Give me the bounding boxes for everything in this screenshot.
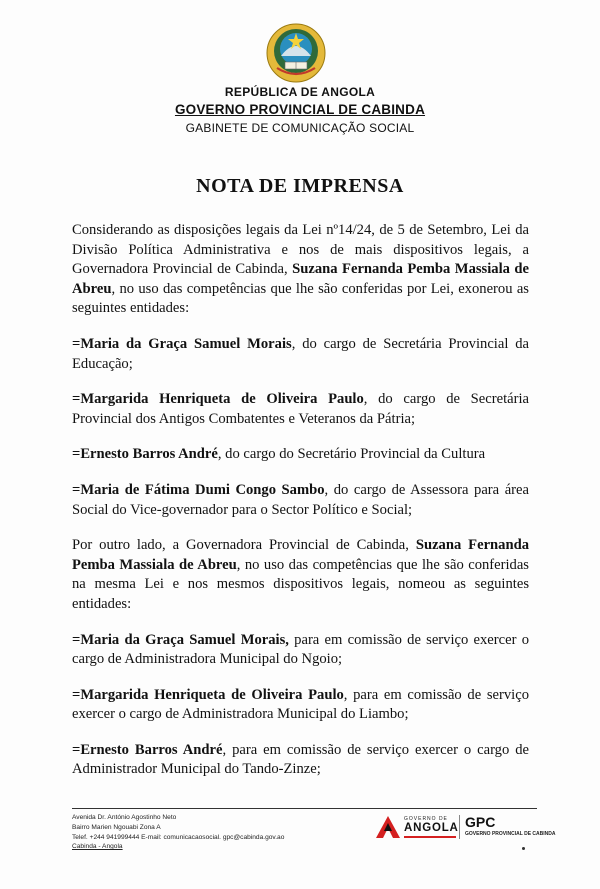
logo-governo-de-text: GOVERNO DE	[404, 816, 448, 822]
governo-de-angola-logo-icon	[375, 815, 401, 839]
document-body	[72, 221, 529, 796]
paragraph-appointment-2: =Margarida Henriqueta de Oliveira Paulo, para em comissão de serviço exercer o cargo de Administradora Municipal do Liambo;	[72, 686, 529, 723]
paragraph-dismissal-1: =Maria da Graça Samuel Morais, do cargo de Secretária Provincial da Educação;	[72, 335, 529, 372]
header-government: GOVERNO PROVINCIAL DE CABINDA	[174, 102, 426, 117]
angola-coat-of-arms-icon	[265, 22, 327, 84]
logo-accent-bar	[404, 836, 456, 838]
footer-address	[72, 813, 284, 852]
header-office: GABINETE DE COMUNICAÇÃO SOCIAL	[185, 121, 415, 135]
header-republic: REPÚBLICA DE ANGOLA	[224, 85, 376, 99]
paragraph-appointment-1: =Maria da Graça Samuel Morais, para em comissão de serviço exercer o cargo de Administradora Municipal do Ngoio;	[72, 631, 529, 668]
paragraph-appointment-intro: Por outro lado, a Governadora Provincial de Cabinda, Suzana Fernanda Pemba Massiala de Abreu, no uso das competências que lhe são conferidas na mesma Lei e nos mesmos dispositivos legais, nomeou as seguintes entidades:	[72, 537, 529, 612]
logo-separator	[459, 815, 460, 839]
paragraph-dismissal-2: =Margarida Henriqueta de Oliveira Paulo, do cargo de Secretária Provincial dos Antigos Combatentes e Veteranos da Pátria;	[72, 391, 529, 427]
paragraph-appointment-3: =Ernesto Barros André, para em comissão de serviço exercer o cargo de Administrador Municipal do Tando-Zinze;	[72, 741, 530, 778]
gpc-subtitle: GOVERNO PROVINCIAL DE CABINDA	[465, 831, 556, 837]
paragraph-intro: Considerando as disposições legais da Lei nº14/24, de 5 de Setembro, Lei da Divisão Política Administrativa e nos de mais dispositivos legais, a Governadora Provincial de Cabinda, Suzana Fernanda Pemba Massiala de Abreu, no uso das competências que lhe são conferidas por Lei, exonerou as seguintes entidades:	[72, 222, 530, 317]
address-city: Cabinda - Angola	[72, 843, 123, 851]
document-title: NOTA DE IMPRENSA	[196, 175, 404, 197]
address-neighborhood: Bairro Marien Ngouabi Zona A	[72, 823, 161, 831]
address-street: Avenida Dr. António Agostinho Neto	[72, 814, 177, 821]
paragraph-dismissal-4: =Maria de Fátima Dumi Congo Sambo, do cargo de Assessora para área Social do Vice-governador para o Sector Político e Social;	[72, 481, 529, 518]
footer-divider	[72, 808, 537, 809]
address-contact: Telef. +244 941999444 E-mail: comunicacaosocial. gpc@cabinda.gov.ao	[72, 833, 285, 841]
gpc-logo-text: GPC	[465, 814, 496, 830]
page-dot	[522, 847, 525, 850]
logo-angola-text: ANGOLA	[404, 822, 459, 834]
paragraph-dismissal-3: =Ernesto Barros André, do cargo do Secretário Provincial da Cultura	[72, 446, 486, 463]
